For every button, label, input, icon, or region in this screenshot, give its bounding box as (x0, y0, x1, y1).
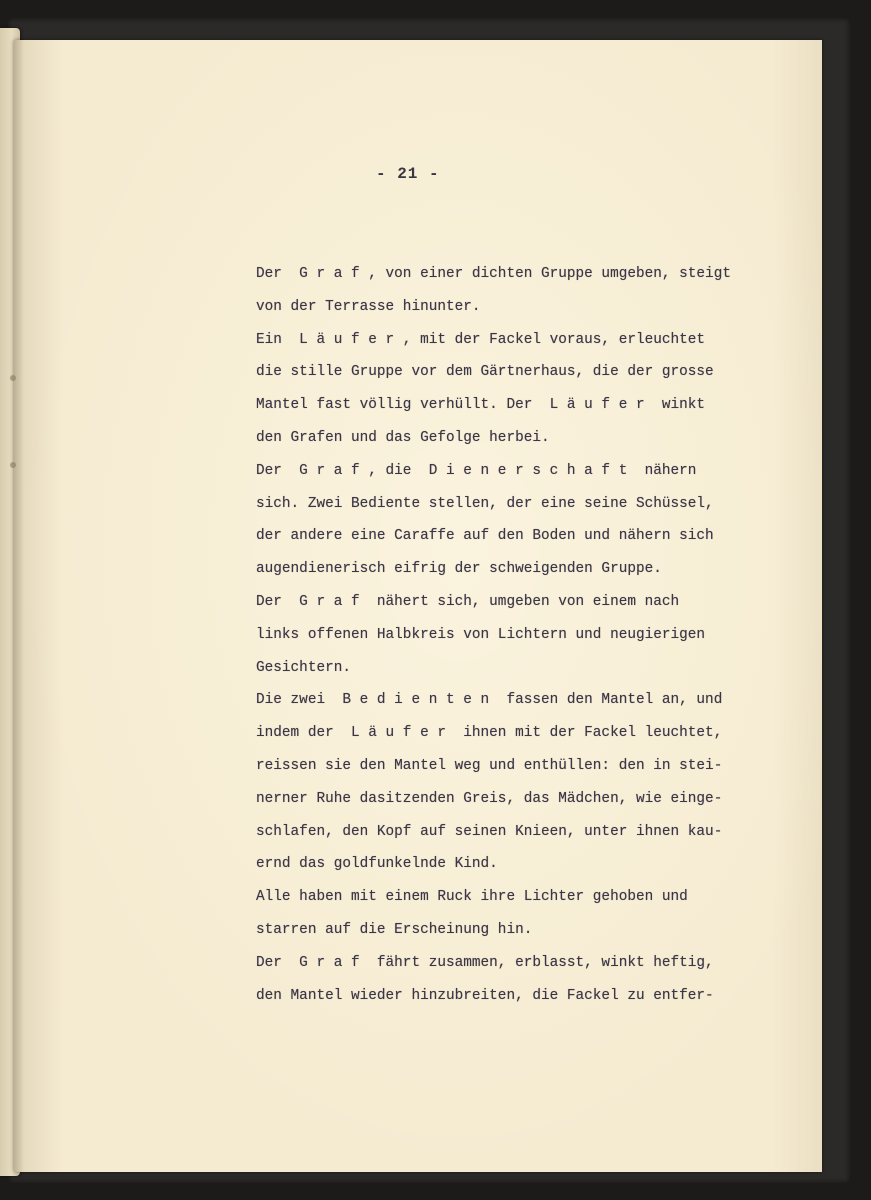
text-line: Die zwei B e d i e n t e n fassen den Mantel an, und (256, 692, 723, 709)
typewritten-body (256, 258, 786, 1012)
text-line: den Mantel wieder hinzubreiten, die Fackel zu entfer- (256, 987, 714, 1004)
text-line: augendienerisch eifrig der schweigenden Gruppe. (256, 561, 662, 578)
text-line: Alle haben mit einem Ruck ihre Lichter gehoben und (256, 889, 688, 906)
page-number: - 21 - (376, 165, 440, 183)
text-line: Der G r a f , die D i e n e r s c h a f t nähern (256, 462, 697, 479)
text-line: links offenen Halbkreis von Lichtern und neugierigen (256, 626, 706, 643)
text-line: Der G r a f , von einer dichten Gruppe umgeben, steigt (256, 266, 731, 282)
text-line: die stille Gruppe vor dem Gärtnerhaus, die der grosse (256, 364, 714, 381)
text-line: schlafen, den Kopf auf seinen Knieen, unter ihnen kau- (256, 823, 723, 840)
text-line: sich. Zwei Bediente stellen, der eine seine Schüssel, (256, 495, 714, 512)
text-line: Mantel fast völlig verhüllt. Der L ä u f e r winkt (256, 397, 706, 414)
text-line: Gesichtern. (256, 659, 351, 676)
text-line: den Grafen und das Gefolge herbei. (256, 429, 550, 446)
text-line: indem der L ä u f e r ihnen mit der Fackel leuchtet, (256, 725, 723, 742)
text-line: von der Terrasse hinunter. (256, 298, 481, 315)
text-line: Ein L ä u f e r , mit der Fackel voraus, erleuchtet (256, 331, 706, 348)
text-line: Der G r a f nähert sich, umgeben von einem nach (256, 593, 680, 610)
binding-mark (10, 375, 16, 381)
binding-mark (10, 462, 16, 468)
text-line: ernd das goldfunkelnde Kind. (256, 856, 498, 873)
text-line: nerner Ruhe dasitzenden Greis, das Mädchen, wie einge- (256, 790, 723, 807)
text-line: starren auf die Erscheinung hin. (256, 921, 533, 938)
text-line: Der G r a f fährt zusammen, erblasst, winkt heftig, (256, 954, 714, 971)
text-line: der andere eine Caraffe auf den Boden und nähern sich (256, 528, 714, 545)
text-line: reissen sie den Mantel weg und enthüllen: den in stei- (256, 757, 723, 774)
page-gutter-shadow (14, 40, 24, 1172)
